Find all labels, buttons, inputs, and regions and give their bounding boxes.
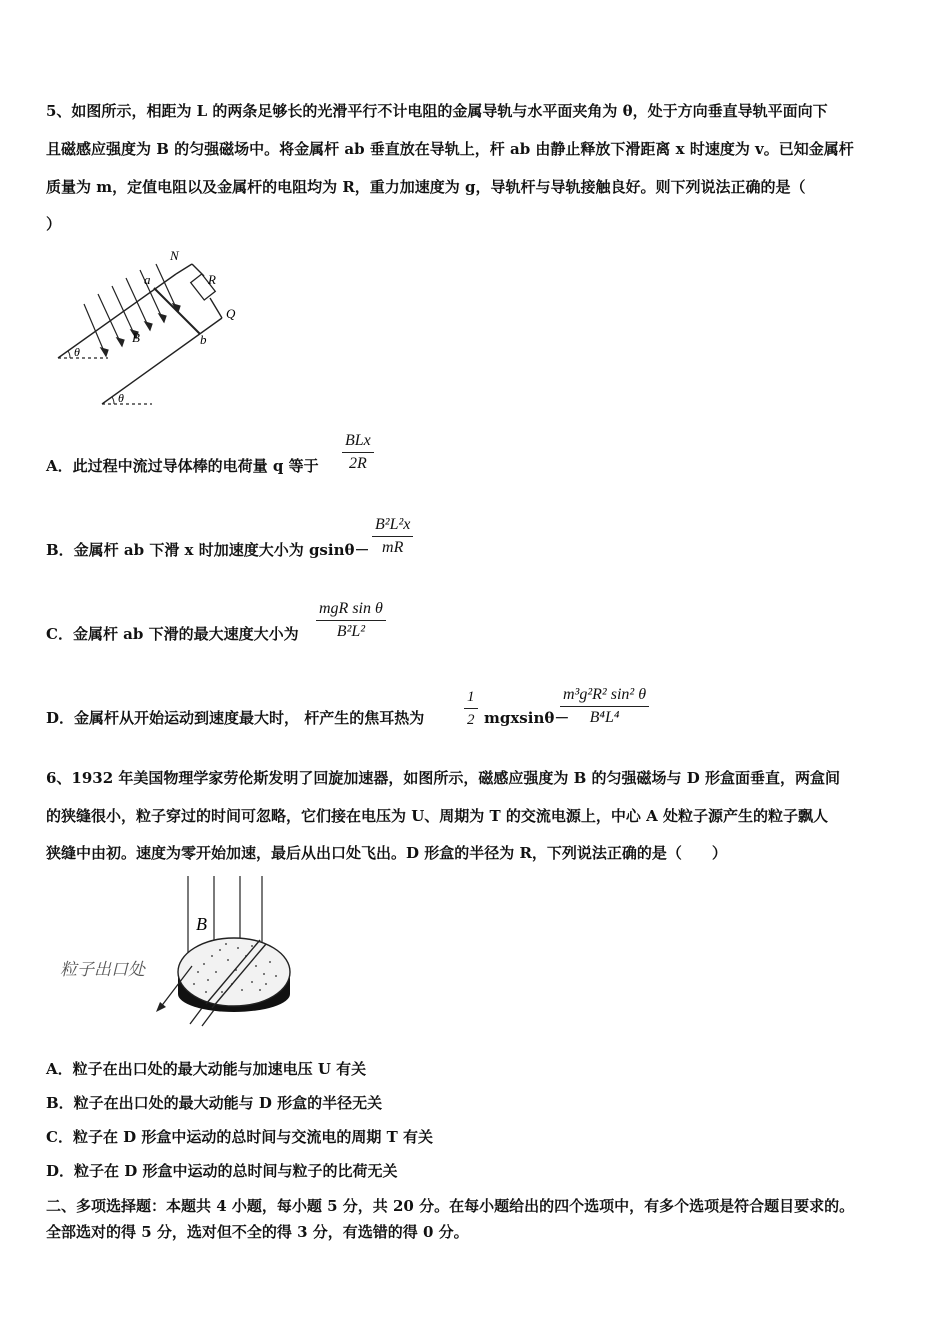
q5-option-c bbox=[46, 624, 299, 644]
q5-option-d-text: D．金属杆从开始运动到速度最大时， 杆产生的焦耳热为 bbox=[46, 709, 425, 727]
q5-fig-label-R: R bbox=[208, 272, 216, 287]
q6-stem-line-3: 狭缝中由初。速度为零开始加速，最后从出口处飞出。D 形盒的半径为 R，下列说法正确的是（ ） bbox=[46, 844, 727, 862]
section2-instructions-line-1: 二、多项选择题：本题共 4 小题，每小题 5 分，共 20 分。在每小题给出的四个选项中，有多个选项是符合题目要求的。 bbox=[46, 1197, 855, 1215]
section2-instructions-line-2: 全部选对的得 5 分，选对但不全的得 3 分，有选错的得 0 分。 bbox=[46, 1223, 469, 1241]
q5-stem-line-2: 且磁感应强度为 B 的匀强磁场中。将金属杆 ab 垂直放在导轨上，杆 ab 由静止释放下滑距离 x 时速度为 v。已知金属杆 bbox=[46, 140, 854, 158]
q5-option-d-middle: mgxsinθ－ bbox=[484, 709, 570, 727]
q5-option-a-fraction bbox=[342, 430, 374, 475]
q6-option-a: A．粒子在出口处的最大动能与加速电压 U 有关 bbox=[46, 1060, 367, 1078]
q5-stem-line-4: ） bbox=[46, 215, 62, 233]
q5-fig-label-b: b bbox=[200, 332, 207, 347]
q5-option-c-numerator: mgR sin θ bbox=[319, 600, 383, 617]
q6-option-d: D．粒子在 D 形盒中运动的总时间与粒子的比荷无关 bbox=[46, 1162, 398, 1180]
q5-option-b-fraction bbox=[372, 514, 413, 559]
q5-option-a-denominator: 2R bbox=[349, 455, 367, 472]
q5-option-d-fraction bbox=[560, 684, 649, 729]
q5-fig-label-Q: Q bbox=[226, 306, 236, 321]
q5-option-b-denominator: mR bbox=[382, 539, 404, 556]
q5-option-d-half-denominator: 2 bbox=[467, 712, 475, 728]
q5-option-c-text: C．金属杆 ab 下滑的最大速度大小为 bbox=[46, 625, 299, 643]
q6-stem-line-2: 的狭缝很小，粒子穿过的时间可忽略，它们接在电压为 U、周期为 T 的交流电源上，中心 A 处粒子源产生的粒子飘人 bbox=[46, 807, 828, 825]
q5-option-d-half-fraction bbox=[464, 686, 478, 731]
q5-fig-label-theta-2: θ bbox=[118, 391, 124, 405]
q6-option-c: C．粒子在 D 形盒中运动的总时间与交流电的周期 T 有关 bbox=[46, 1128, 433, 1146]
q6-fig-label-exit: 粒子出口处 bbox=[60, 960, 145, 980]
q5-stem-line-3: 质量为 m，定值电阻以及金属杆的电阻均为 R，重力加速度为 g，导轨杆与导轨接触良好。则下列说法正确的是（ bbox=[46, 178, 806, 196]
q5-fig-label-a: a bbox=[144, 272, 151, 287]
q5-option-a-text: A．此过程中流过导体棒的电荷量 q 等于 bbox=[46, 457, 319, 475]
q6-cyclotron-figure bbox=[56, 872, 306, 1032]
q5-incline-rails-figure bbox=[44, 246, 254, 412]
q5-stem-line-1: 5、如图所示，相距为 L 的两条足够长的光滑平行不计电阻的金属导轨与水平面夹角为 θ，处于方向垂直导轨平面向下 bbox=[46, 102, 828, 120]
q5-fig-label-theta-1: θ bbox=[74, 345, 80, 359]
q6-stem-line-1: 6、1932 年美国物理学家劳伦斯发明了回旋加速器，如图所示，磁感应强度为 B 的匀强磁场与 D 形盒面垂直，两盒间 bbox=[46, 769, 840, 787]
q5-option-c-fraction bbox=[316, 598, 386, 643]
q5-option-d-numerator: m³g²R² sin² θ bbox=[563, 686, 647, 703]
q5-option-b-text: B．金属杆 ab 下滑 x 时加速度大小为 gsinθ－ bbox=[46, 541, 370, 559]
q5-option-d-half-numerator: 1 bbox=[467, 689, 475, 705]
q6-fig-label-B: B bbox=[196, 914, 207, 934]
q5-option-d bbox=[46, 708, 424, 728]
q5-option-a-numerator: BLx bbox=[345, 432, 371, 449]
q5-option-a bbox=[46, 456, 319, 476]
q5-option-c-denominator: B²L² bbox=[336, 623, 366, 640]
q5-option-d-denominator: B⁴L⁴ bbox=[589, 709, 620, 726]
q6-option-b: B．粒子在出口处的最大动能与 D 形盒的半径无关 bbox=[46, 1094, 383, 1112]
q5-option-b bbox=[46, 540, 369, 560]
q5-option-b-numerator: B²L²x bbox=[375, 516, 411, 533]
q5-fig-label-B: B bbox=[132, 330, 140, 345]
q5-fig-label-N: N bbox=[170, 248, 179, 263]
